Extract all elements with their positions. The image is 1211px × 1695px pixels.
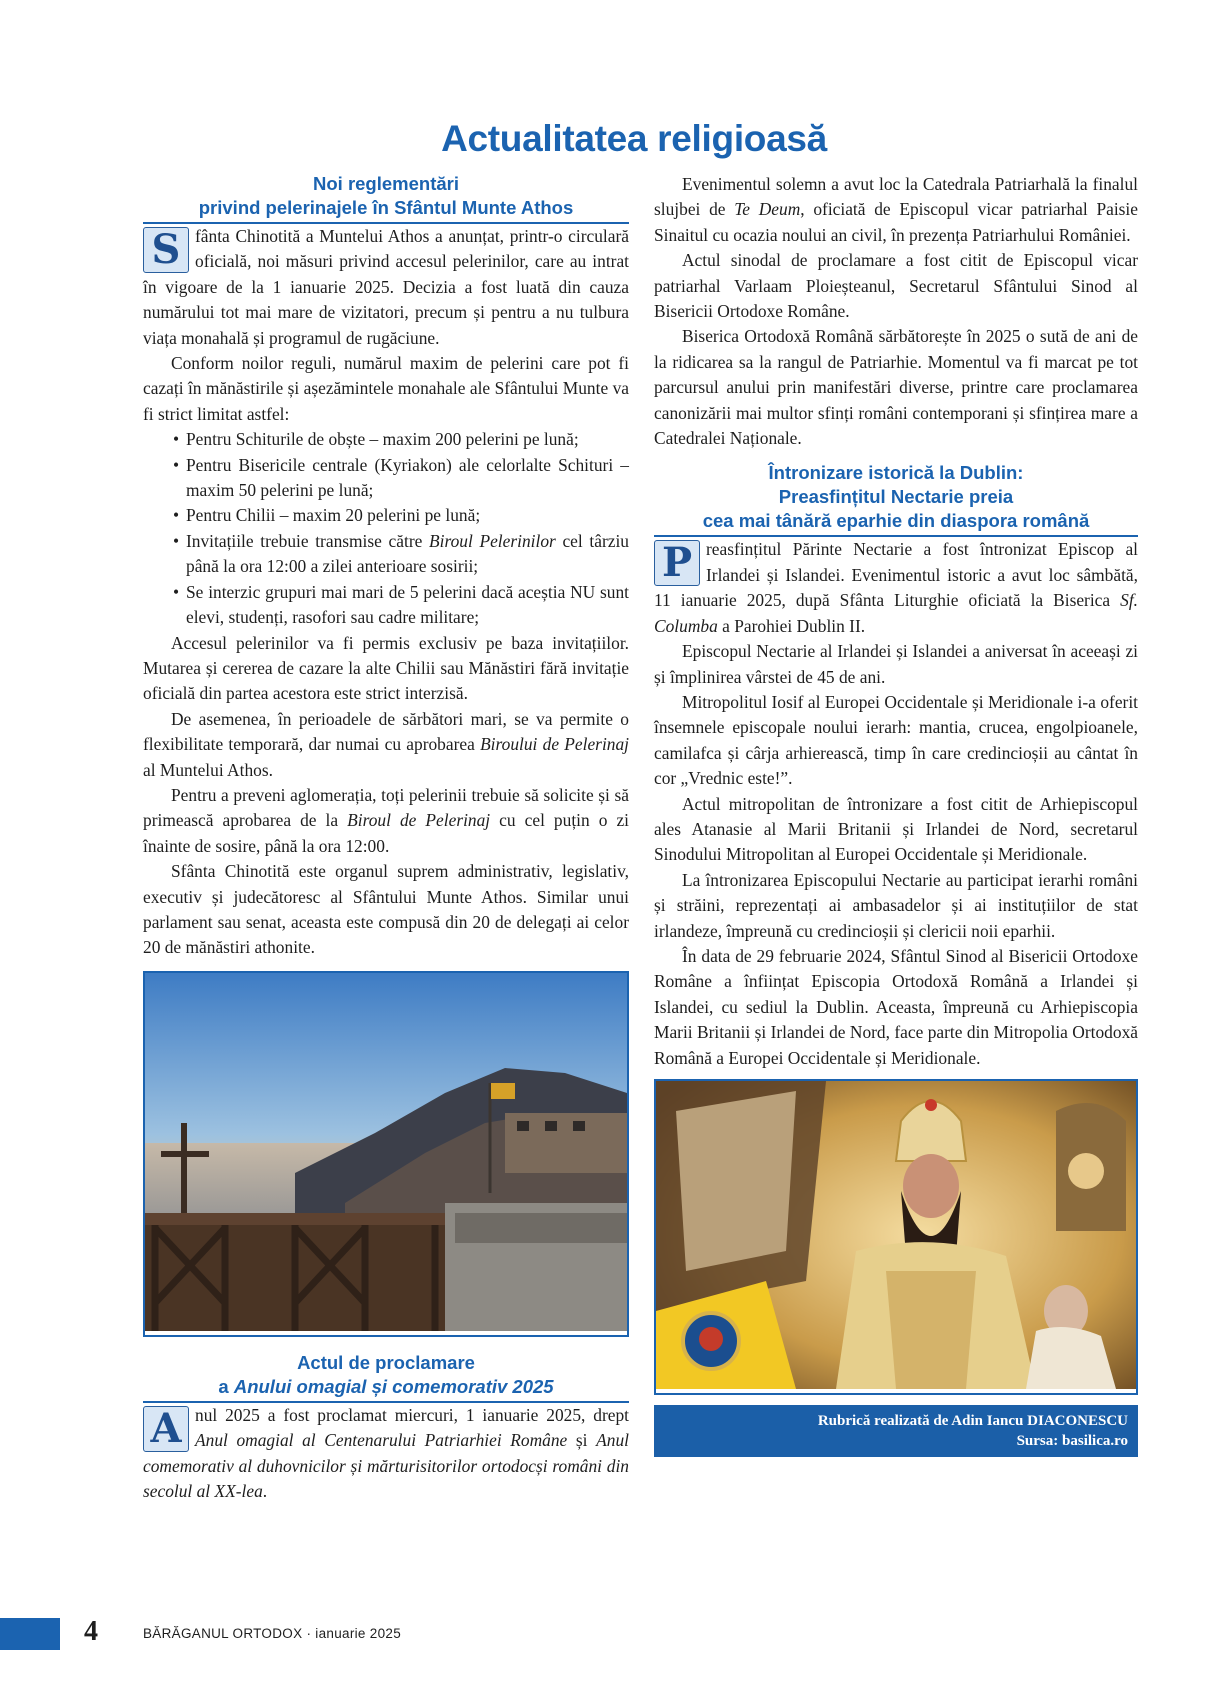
- paragraph-text: fânta Chinotită a Muntelui Athos a anunțat, printr-o circulară oficială, noi măsuri privind accesul pelerinilor, care au intrat în vigoare de la 1 ianuarie 2025. Decizia a fost luată din cauza numărului tot mai mare de vizitatori, precum și pentru a nu tulbura viața monahală și programul de rugăciune.: [143, 226, 629, 348]
- article-body: [654, 537, 1138, 1071]
- list-item: • Se interzic grupuri mai mari de 5 pelerini dacă aceștia NU sunt elevi, studenți, rasofori sau cadre militare;: [173, 580, 629, 631]
- publication-name: BĂRĂGANUL ORTODOX: [143, 1626, 303, 1641]
- athos-balcony-illustration: [145, 973, 627, 1331]
- article-athos: [143, 172, 629, 961]
- paragraph-text: al Muntelui Athos.: [143, 759, 273, 780]
- bishop-nectarie-photo: [654, 1079, 1138, 1395]
- article-continuation: [654, 172, 1138, 451]
- paragraph: Actul sinodal de proclamare a fost citit de Episcopul vicar patriarhal Varlaam Ploieșteanul, Secretarul Sfântului Sinod al Bisericii Ortodoxe Române.: [654, 250, 1138, 322]
- paragraph: [654, 537, 1138, 639]
- paragraph: [143, 707, 629, 783]
- headline-line: cea mai tânără eparhie din diaspora română: [702, 510, 1090, 532]
- credit-box: [654, 1405, 1138, 1457]
- headline-line: a: [218, 1375, 234, 1397]
- article-body: [143, 224, 629, 961]
- list-text: cel târziu până la ora 12:00 a zilei anterioare sosirii;: [186, 530, 629, 577]
- bishop-liturgy-illustration: [656, 1081, 1136, 1389]
- paragraph: [143, 783, 629, 859]
- dropcap: A: [143, 1406, 189, 1452]
- headline-line: privind pelerinajele în Sfântul Munte Athos: [198, 197, 574, 218]
- paragraph: Actul mitropolitan de întronizare a fost citit de Arhiepiscopul ales Atanasie al Marii Britanii și Irlandei de Nord, secretarul Sinodului Mitropolitan al Europei Occidentale și Meridionale.: [654, 793, 1138, 865]
- page-number: 4: [84, 1616, 98, 1647]
- paragraph-emphasis: Biroului de Pelerinaj: [480, 734, 629, 755]
- left-column: [143, 172, 629, 1504]
- paragraph-text: .: [262, 1481, 268, 1501]
- dropcap: S: [143, 227, 189, 273]
- article-proclamation: [143, 1351, 629, 1505]
- paragraph-emphasis: Te Deum: [734, 199, 801, 220]
- rules-list: [143, 427, 629, 630]
- paragraph: În data de 29 februarie 2024, Sfântul Sinod al Bisericii Ortodoxe Române a înființat Episcopia Ortodoxă Română a Irlandei și Islandei, cu sediul la Dublin. Aceasta, împreună cu Arhiepiscopia Marii Britanii și Irlandei de Nord, face parte din Mitropolia Ortodoxă Română a Europei Occidentale și Meridionale.: [654, 945, 1138, 1068]
- paragraph: [143, 224, 629, 351]
- paragraph-text: cu cel puțin o zi înainte de sosire, până la ora 12:00.: [143, 810, 629, 856]
- list-item: [173, 529, 629, 580]
- list-item: • Pentru Bisericile centrale (Kyriakon) ale celorlalte Schituri – maxim 50 pelerini pe lună;: [173, 453, 629, 504]
- paragraph-text: nul 2025 a fost proclamat miercuri, 1 ianuarie 2025, drept: [195, 1404, 629, 1425]
- paragraph: [654, 172, 1138, 248]
- article-headline: [143, 172, 629, 224]
- list-item: • Pentru Chilii – maxim 20 pelerini pe lună;: [173, 503, 629, 528]
- page-title: Actualitatea religioasă: [441, 118, 827, 159]
- headline-line: Preasfințitul Nectarie preia: [778, 486, 1014, 508]
- credit-source: Sursa: basilica.ro: [1016, 1433, 1128, 1449]
- headline-line: Noi reglementări: [313, 173, 459, 194]
- headline-line: Actul de proclamare: [297, 1351, 475, 1373]
- headline-line: Întronizare istorică la Dublin:: [768, 462, 1024, 484]
- list-emphasis: Biroul Pelerinilor: [429, 530, 556, 551]
- paragraph-emphasis: Sf. Columba: [654, 590, 1138, 636]
- article-headline: [143, 1351, 629, 1403]
- paragraph: Episcopul Nectarie al Irlandei și Islandei a aniversat în aceeași zi și împlinirea vârstei de 45 de ani.: [654, 641, 1138, 687]
- paragraph: La întronizarea Episcopului Nectarie au participat ierarhi români și străini, reprezentați ai ambasadelor și ai instituțiilor de stat irlandeze, împreună cu credincioșii și clericii noii eparhii.: [654, 869, 1138, 941]
- mount-athos-photo: [143, 971, 629, 1337]
- paragraph-text: Pentru a preveni aglomerația, toți pelerinii trebuie să solicite și să primească aprobarea de la: [143, 784, 629, 831]
- paragraph: Sfânta Chinotită este organul suprem administrativ, legislativ, executiv și judecătoresc al Sfântului Munte Athos. Similar unui parlament sau senat, aceasta este compusă din 20 de delegați ai celor 20 de mănăstiri athonite.: [143, 861, 629, 958]
- list-item: • Pentru Schiturile de obște – maxim 200 pelerini pe lună;: [173, 427, 629, 452]
- article-body: [143, 1403, 629, 1505]
- paragraph: Conform noilor reguli, numărul maxim de pelerini care pot fi cazați în mănăstirile și așezămintele monahale ale Sfântului Munte va fi strict limitat astfel:: [143, 353, 629, 424]
- dropcap: P: [654, 540, 700, 586]
- paragraph-text: a Parohiei Dublin II.: [717, 615, 866, 636]
- paragraph-emphasis: Biroul de Pelerinaj: [347, 810, 491, 831]
- article-dublin: [654, 461, 1138, 1071]
- headline-emphasis: Anului omagial și comemorativ 2025: [233, 1375, 554, 1397]
- paragraph-text: Evenimentul solemn a avut loc la Catedrala Patriarhală la finalul slujbei de: [654, 174, 1138, 220]
- paragraph: Biserica Ortodoxă Română sărbătorește în 2025 o sută de ani de la ridicarea sa la rangul de Patriarhie. Momentul va fi marcat pe tot parcursul anului prin manifestări diverse, printre care proclamarea canonizării mai multor sfinți români contemporani și sfințirea mare a Catedralei Naționale.: [654, 326, 1138, 449]
- paragraph: Accesul pelerinilor va fi permis exclusiv pe baza invitațiilor. Mutarea și cererea de cazare la alte Chilii sau Mănăstiri fără invitație oficială din partea acestora este strict interzisă.: [143, 632, 629, 704]
- paragraph: Mitropolitul Iosif al Europei Occidentale și Meridionale i-a oferit însemnele episcopale noului ierarh: mantia, crucea, engolpioanele, camilafca și cârja arhierească, timp în care credincioșii au cântat în cor „Vrednic este!”.: [654, 691, 1138, 789]
- issue-date: · ianuarie 2025: [302, 1626, 402, 1641]
- paragraph-text: reasfințitul Părinte Nectarie a fost întronizat Episcop al Irlandei și Islandei. Evenimentul istoric a avut loc sâmbătă, 11 ianuarie 2025, după Sfânta Liturghie oficiată la Biserica: [654, 539, 1138, 611]
- paragraph-emphasis: Anul omagial al Centenarului Patriarhiei Române: [195, 1430, 568, 1451]
- article-headline: [654, 461, 1138, 537]
- list-text: Invitațiile trebuie transmise către: [186, 530, 429, 551]
- footer-accent-bar: [0, 1618, 60, 1650]
- paragraph-emphasis: Anul comemorativ al duhovnicilor și mărturisitorilor ortodocși români din secolul al XX-lea: [143, 1430, 630, 1501]
- credit-author: Rubrică realizată de Adin Iancu DIACONESCU: [817, 1413, 1128, 1429]
- right-column: [654, 172, 1138, 1457]
- paragraph: [143, 1403, 629, 1505]
- paragraph-text: și: [567, 1430, 597, 1451]
- paragraph-text: De asemenea, în perioadele de sărbători mari, se va permite o flexibilitate temporară, dar numai cu aprobarea: [143, 708, 629, 755]
- paragraph-text: , oficiată de Episcopul vicar patriarhal Paisie Sinaitul cu ocazia noului an civil, în prezența Patriarhului României.: [654, 199, 1138, 245]
- footer-publication: [143, 1626, 401, 1641]
